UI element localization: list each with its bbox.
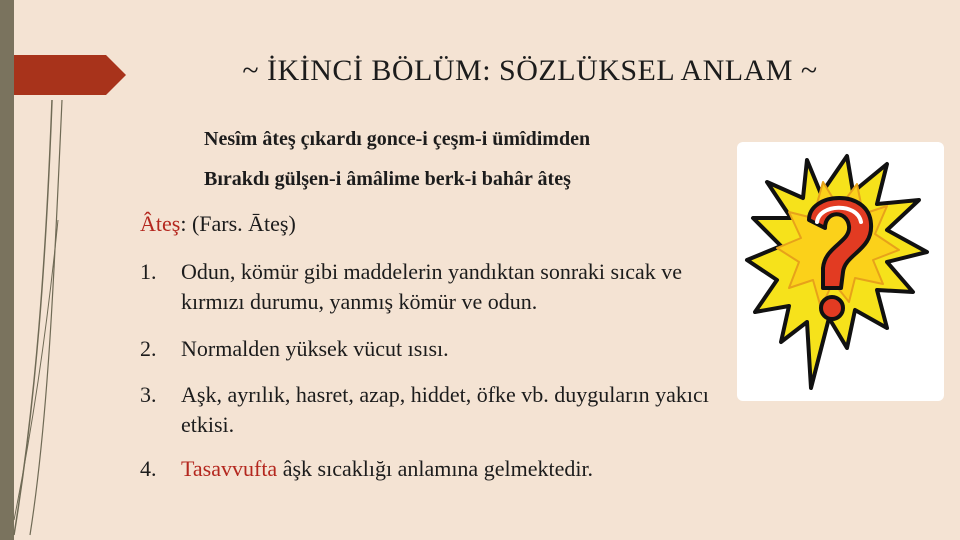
- slide-title: ~ İKİNCİ BÖLÜM: SÖZLÜKSEL ANLAM ~: [242, 54, 818, 87]
- list-text: Aşk, ayrılık, hasret, azap, hiddet, öfke vb. duyguların yakıcı etkisi.: [181, 382, 709, 437]
- list-item: [140, 454, 740, 484]
- verse-line-2: Bırakdı gülşen-i âmâlime berk-i bahâr âteş: [204, 168, 571, 190]
- list-text: [181, 454, 740, 484]
- title-arrow-shape: [14, 55, 126, 95]
- illustration-card: [737, 142, 944, 401]
- definition-term: Âteş: [140, 211, 181, 236]
- list-text: Normalden yüksek vücut ısısı.: [181, 336, 449, 361]
- list-text-rest: âşk sıcaklığı anlamına gelmektedir.: [277, 456, 594, 481]
- list-highlight: Tasavvufta: [181, 456, 278, 481]
- list-text: Odun, kömür gibi maddelerin yandıktan sonraki sıcak ve kırmızı durumu, yanmış kömür ve odun.: [181, 259, 682, 314]
- list-number: 4.: [140, 456, 157, 481]
- list-number: 2.: [140, 336, 157, 361]
- verse-line-1: Nesîm âteş çıkardı gonce-i çeşm-i ümîdimden: [204, 128, 591, 150]
- definition-line: [140, 211, 296, 237]
- list-number: 3.: [140, 382, 157, 407]
- list-item: [140, 334, 740, 364]
- list-item: [140, 380, 740, 440]
- list-item: [140, 257, 740, 317]
- list-number: 1.: [140, 259, 157, 284]
- question-mark-burst-icon: [737, 142, 944, 401]
- definition-origin: : (Fars. Āteş): [180, 211, 296, 236]
